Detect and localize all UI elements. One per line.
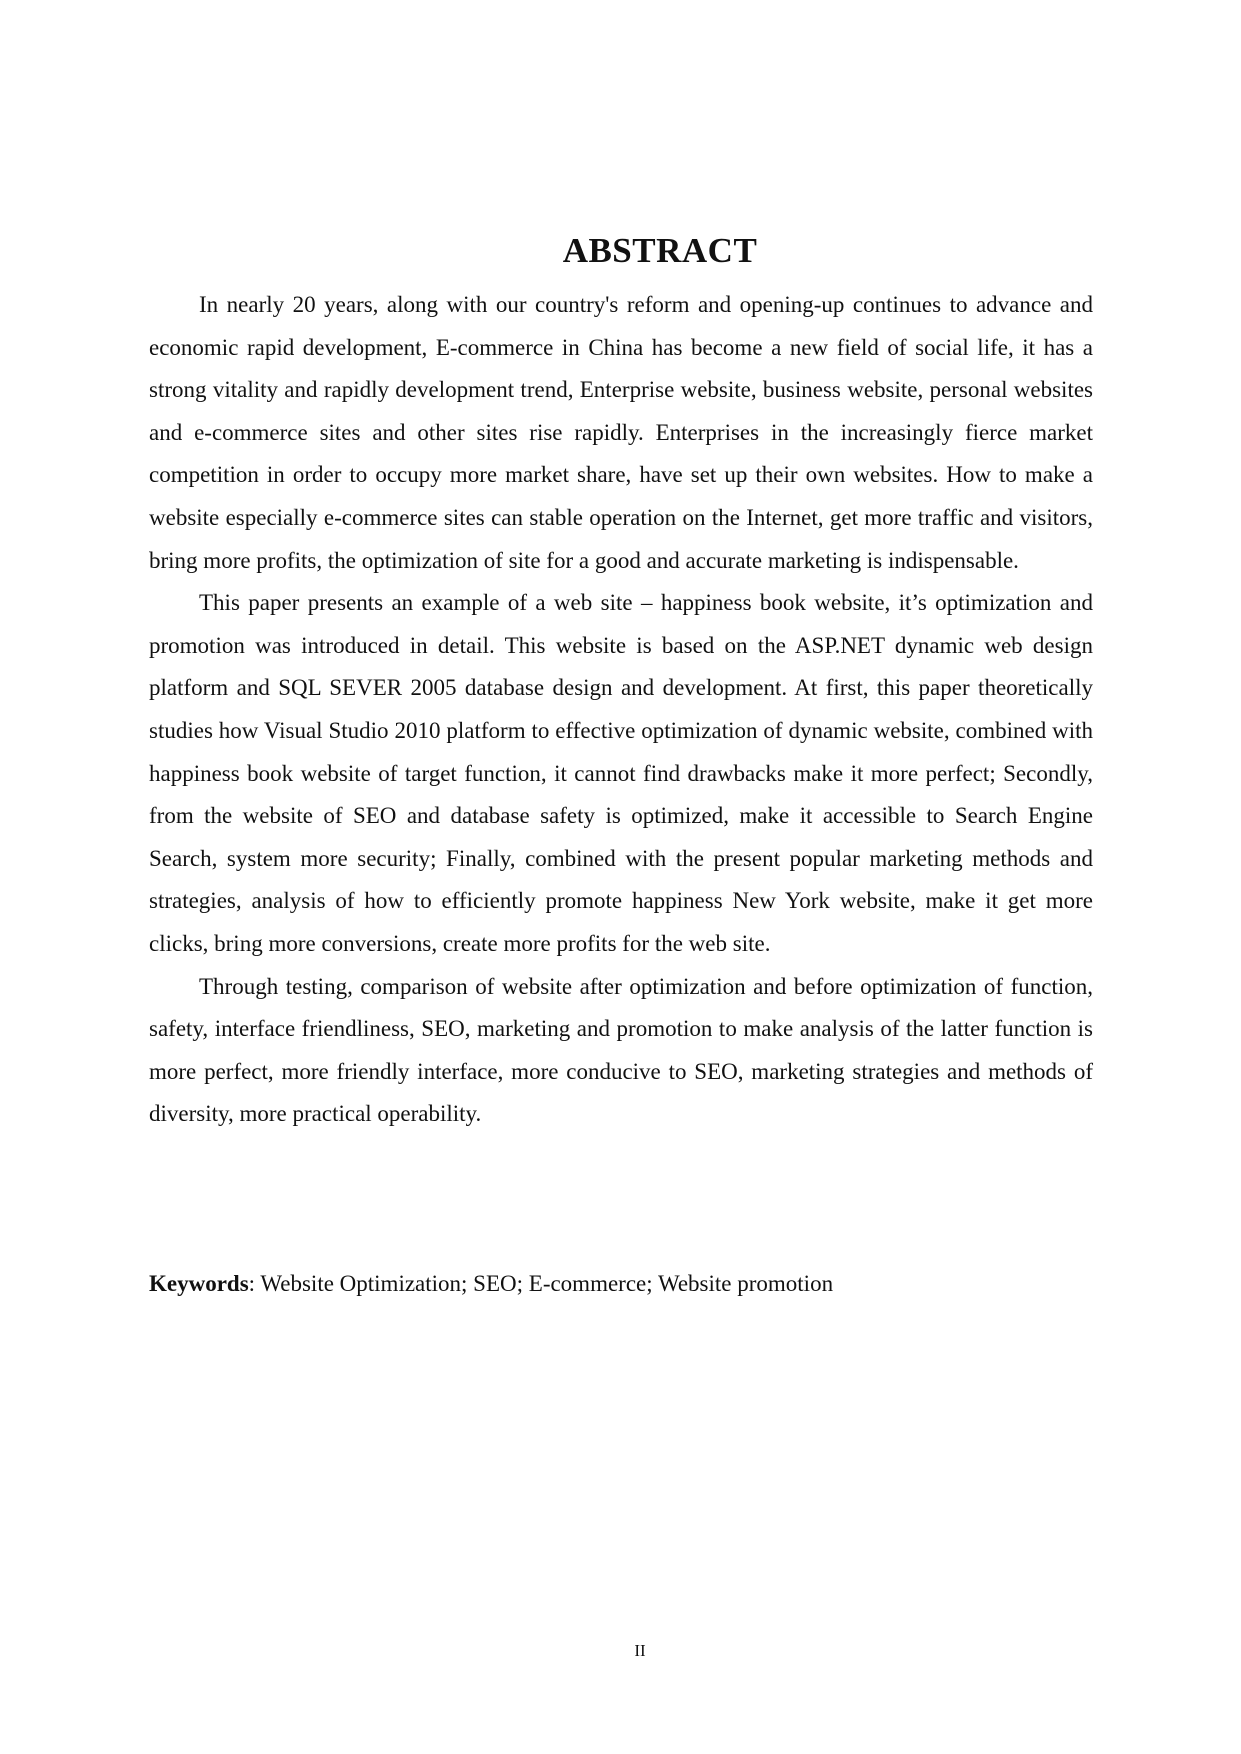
keywords-line bbox=[149, 1263, 1093, 1305]
keywords-separator: : bbox=[248, 1271, 261, 1296]
page-number: II bbox=[634, 1641, 646, 1660]
keywords-text: Website Optimization; SEO; E-commerce; Website promotion bbox=[260, 1271, 834, 1296]
page-title: ABSTRACT bbox=[562, 231, 758, 271]
abstract-body bbox=[149, 284, 1093, 1136]
abstract-paragraph-3: Through testing, comparison of website after optimization and before optimization of function, safety, interface friendliness, SEO, marketing and promotion to make analysis of the latter function is more perfect, more friendly interface, more conducive to SEO, marketing strategies and methods of diversity, more practical operability. bbox=[149, 973, 1093, 1127]
abstract-paragraph-2: This paper presents an example of a web site – happiness book website, it’s optimization and promotion was introduced in detail. This website is based on the ASP.NET dynamic web design platform and SQL SEVER 2005 database design and development. At first, this paper theoretically studies how Visual Studio 2010 platform to effective optimization of dynamic website, combined with happiness book website of target function, it cannot find drawbacks make it more perfect; Secondly, from the website of SEO and database safety is optimized, make it accessible to Search Engine Search, system more security; Finally, combined with the present popular marketing methods and strategies, analysis of how to efficiently promote happiness New York website, make it get more clicks, bring more conversions, create more profits for the web site. bbox=[149, 590, 1093, 956]
keywords-label: Keywords bbox=[149, 1271, 249, 1296]
abstract-paragraph-1: In nearly 20 years, along with our country's reform and opening-up continues to advance and economic rapid development, E-commerce in China has become a new field of social life, it has a strong vitality and rapidly development trend, Enterprise website, business website, personal websites and e-commerce sites and other sites rise rapidly. Enterprises in the increasingly fierce market competition in order to occupy more market share, have set up their own websites. How to make a website especially e-commerce sites can stable operation on the Internet, get more traffic and visitors, bring more profits, the optimization of site for a good and accurate marketing is indispensable. bbox=[149, 292, 1093, 573]
